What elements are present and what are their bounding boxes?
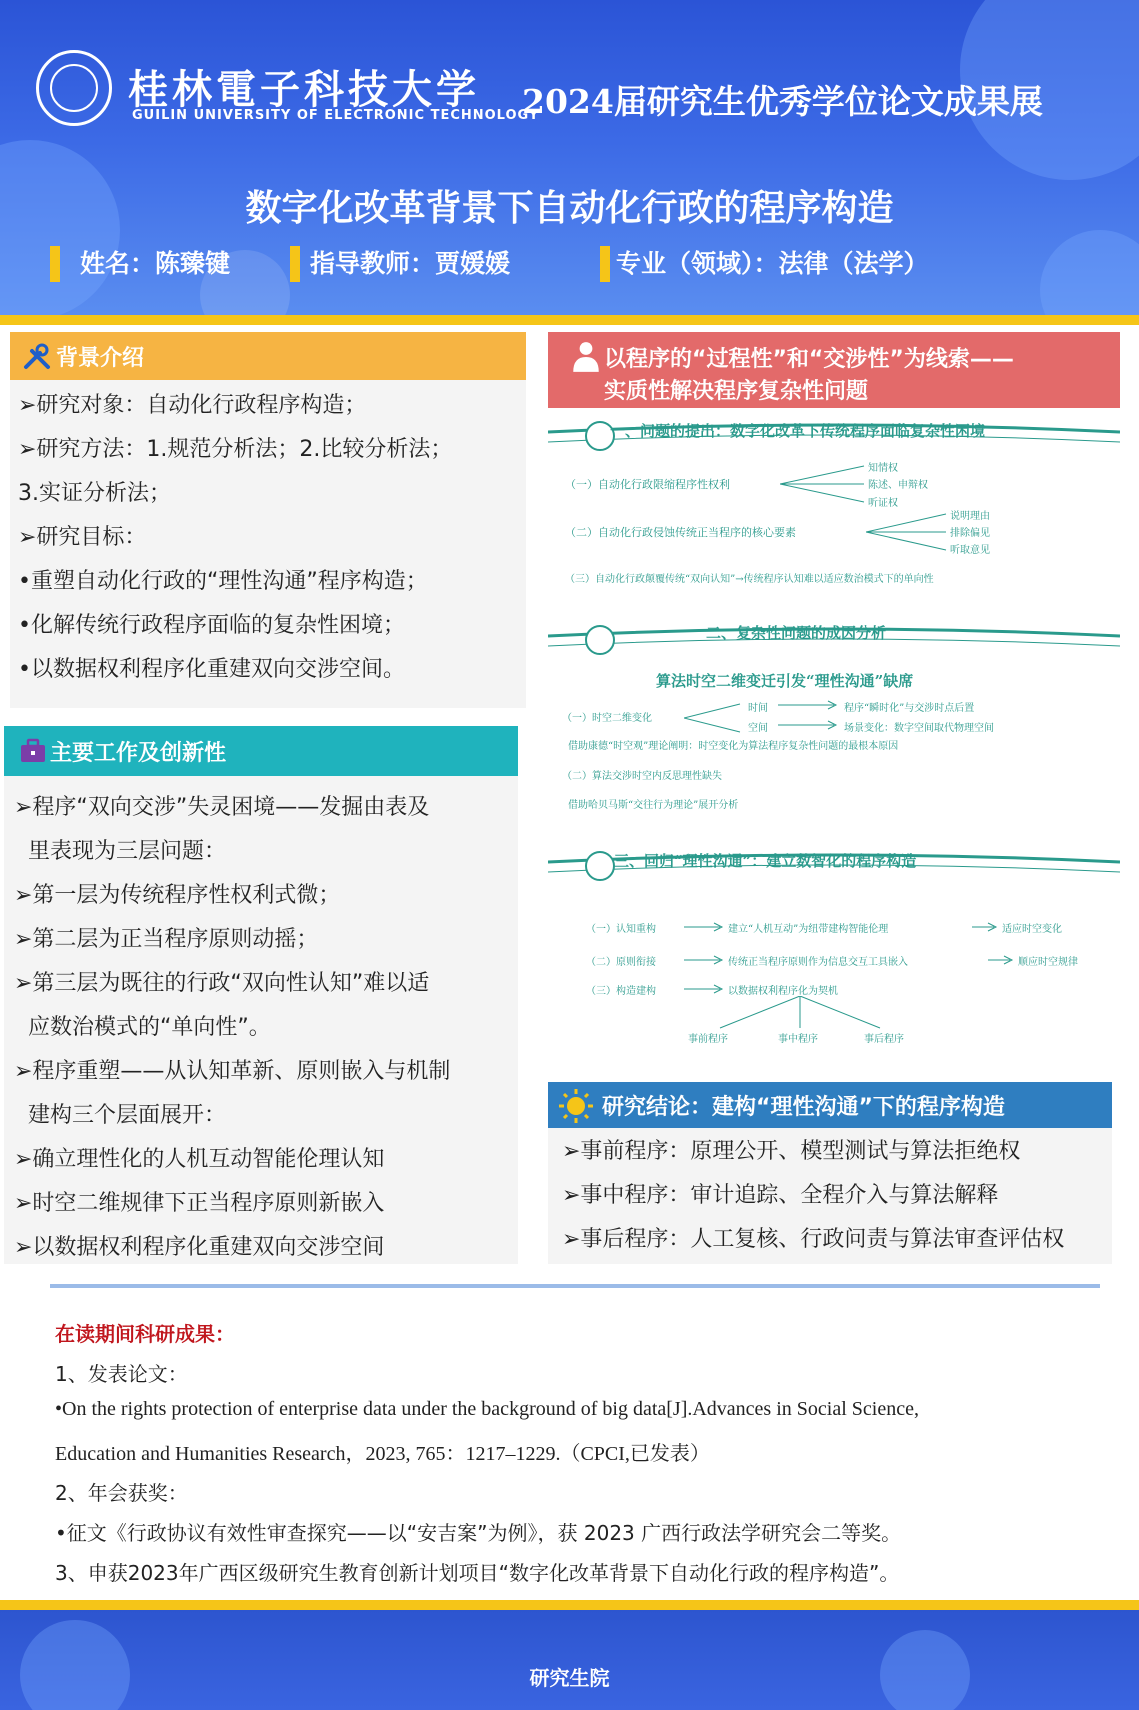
achievement-line: •征文《行政协议有效性审查探究——以“安吉案”为例》，获 2023 广西行政法学研究会二等奖。 (55, 1521, 902, 1545)
main-work-panel (4, 726, 518, 1264)
tools-icon (22, 341, 52, 371)
time-label: 时间 (748, 703, 768, 714)
footer (0, 1610, 1139, 1710)
section-3-row-2-end: 顺应时空规律 (1018, 957, 1078, 968)
tree-leaf: 事后程序 (864, 1034, 904, 1045)
main-work-list (14, 786, 450, 1270)
main-work-header (4, 726, 518, 776)
branch-leaf: 陈述、申辩权 (868, 480, 928, 491)
section-2-row-1: （一）时空二维变化 (562, 713, 652, 724)
arrow-icon (684, 922, 726, 932)
main-work-item: ➢程序重塑——从认知革新、原则嵌入与机制 (14, 1059, 451, 1084)
section-3-row-2-mid: 传统正当程序原则作为信息交互工具嵌入 (728, 957, 908, 968)
arrow-icon (778, 700, 840, 710)
background-item: •化解传统行政程序面临的复杂性困境； (18, 613, 405, 638)
background-item: ➢研究对象：自动化行政程序构造； (18, 393, 367, 418)
section-3-row-3: （三）构造建构 (586, 986, 656, 997)
sun-icon (558, 1088, 594, 1124)
time-effect: 程序“瞬时化”与交涉时点后置 (844, 703, 975, 714)
arrow-icon (988, 955, 1016, 965)
footer-divider (0, 1600, 1139, 1610)
branch-leaf: 说明理由 (950, 511, 990, 522)
main-work-item: 建构三个层面展开： (14, 1103, 226, 1128)
conclusion-header (548, 1082, 1112, 1128)
university-name-cn: 桂林電子科技大学 (128, 66, 480, 113)
branch-leaf: 听取意见 (950, 545, 990, 556)
decor-bubble (1040, 230, 1139, 315)
student-name: 姓名：陈臻键 (80, 249, 231, 278)
achievement-line: Education and Humanities Research，2023, 765：1217–1229.（CPCI,已发表） (55, 1443, 710, 1465)
section-2-row-2: （二）算法交涉时空内反思理性缺失 (562, 771, 722, 782)
section-2-heading: 算法时空二维变迁引发“理性沟通”缺席 (656, 672, 914, 690)
section-1-row-3: （三）自动化行政颠覆传统“双向认知”→传统程序认知难以适应数治模式下的单向性 (565, 574, 934, 585)
conclusion-list (562, 1130, 1064, 1262)
branch-leaf: 知情权 (868, 463, 898, 474)
info-marker (290, 246, 300, 282)
main-work-item: 应数治模式的“单向性”。 (14, 1015, 271, 1040)
conclusion-panel (548, 1082, 1112, 1264)
main-work-item: ➢以数据权利程序化重建双向交涉空间 (14, 1235, 385, 1260)
major: 专业（领域）：法律（法学） (616, 249, 929, 278)
advisor-name: 指导教师：贾媛媛 (310, 249, 511, 278)
process-title-line2: 实质性解决程序复杂性问题 (604, 379, 869, 404)
section-3-title: 三、回归“理性沟通”：建立数智化的程序构造 (614, 852, 917, 870)
section-2-branch (684, 700, 744, 736)
arrow-icon (684, 955, 726, 965)
branch-leaf: 听证权 (868, 498, 898, 509)
conclusion-item: ➢事后程序：人工复核、行政问责与算法审查评估权 (562, 1227, 1065, 1252)
achievement-line: 2、年会获奖： (55, 1481, 188, 1505)
university-name-en: GUILIN UNIVERSITY OF ELECTRONIC TECHNOLOGY (132, 108, 540, 123)
main-work-item: ➢程序“双向交涉”失灵困境——发掘由表及 (14, 795, 430, 820)
exhibition-title: 2024届研究生优秀学位论文成果展 (522, 82, 1043, 121)
branch-leaf: 排除偏见 (950, 528, 990, 539)
process-title-line1: 以程序的“过程性”和“交涉性”为线索—— (604, 347, 1014, 372)
university-logo-inner (50, 64, 98, 112)
process-header (548, 332, 1120, 408)
section-1-branch-1 (780, 462, 870, 506)
section-1-row-2: （二）自动化行政侵蚀传统正当程序的核心要素 (565, 526, 796, 539)
achievement-line: •On the rights protection of enterprise data under the background of big data[J].Advances in Social Science, (55, 1398, 919, 1420)
section-2-note-2: 借助哈贝马斯“交往行为理论”展开分析 (568, 800, 739, 811)
achievements-title: 在读期间科研成果： (55, 1322, 235, 1346)
background-panel (10, 332, 526, 708)
tree-leaf: 事前程序 (688, 1034, 728, 1045)
header-divider (0, 315, 1139, 325)
main-work-item: 里表现为三层问题： (14, 839, 226, 864)
section-2-title: 二、复杂性问题的成因分析 (706, 624, 887, 642)
section-1-branch-2 (866, 510, 950, 554)
section-3-row-2: （二）原则衔接 (586, 957, 656, 968)
header-banner (0, 0, 1139, 315)
section-3-row-1: （一）认知重构 (586, 924, 656, 935)
section-3-row-3-mid: 以数据权利程序化为契机 (728, 986, 838, 997)
briefcase-icon (18, 736, 48, 766)
person-icon (570, 340, 602, 374)
background-item: 3.实证分析法； (18, 481, 171, 506)
background-item: ➢研究方法：1.规范分析法；2.比较分析法； (18, 437, 453, 462)
main-work-item: ➢第一层为传统程序性权利式微； (14, 883, 341, 908)
section-1-title: 一、问题的提出：数字化改革下传统程序面临复杂性困境 (610, 422, 986, 440)
footer-label: 研究生院 (529, 1666, 610, 1690)
main-work-title: 主要工作及创新性 (50, 740, 227, 766)
info-marker (600, 246, 610, 282)
conclusion-item: ➢事中程序：审计追踪、全程介入与算法解释 (562, 1183, 999, 1208)
section-2-note-1: 借助康德“时空观”理论阐明：时空变化为算法程序复杂性问题的最根本原因 (568, 741, 899, 752)
arrow-icon (972, 922, 1000, 932)
main-work-item: ➢第二层为正当程序原则动摇； (14, 927, 319, 952)
tree-leaf: 事中程序 (778, 1034, 818, 1045)
background-item: •以数据权利程序化重建双向交涉空间。 (18, 657, 405, 682)
space-label: 空间 (748, 723, 768, 734)
conclusion-title: 研究结论：建构“理性沟通”下的程序构造 (602, 1094, 1005, 1120)
background-item: •重塑自动化行政的“理性沟通”程序构造； (18, 569, 428, 594)
section-3-row-1-end: 适应时空变化 (1002, 924, 1062, 935)
info-marker (50, 246, 60, 282)
thesis-title: 数字化改革背景下自动化行政的程序构造 (245, 188, 894, 229)
arrow-icon (684, 984, 726, 994)
conclusion-item: ➢事前程序：原理公开、模型测试与算法拒绝权 (562, 1139, 1021, 1164)
main-work-item: ➢时空二维规律下正当程序原则新嵌入 (14, 1191, 385, 1216)
section-3-tree (700, 996, 900, 1032)
achievement-line: 1、发表论文： (55, 1362, 188, 1386)
arrow-icon (778, 720, 840, 730)
section-3-row-1-mid: 建立“人机互动”为纽带建构智能伦理 (728, 924, 889, 935)
section-1-row-1: （一）自动化行政限缩程序性权利 (565, 478, 730, 491)
background-list (18, 384, 452, 692)
achievement-line: 3、申获2023年广西区级研究生教育创新计划项目“数字化改革背景下自动化行政的程序构造”。 (55, 1561, 900, 1585)
background-item: ➢研究目标： (18, 525, 147, 550)
space-effect: 场景变化：数字空间取代物理空间 (844, 723, 994, 734)
main-work-item: ➢第三层为既往的行政“双向性认知”难以适 (14, 971, 430, 996)
background-header (10, 332, 526, 380)
achievements-divider (50, 1284, 1100, 1288)
main-work-item: ➢确立理性化的人机互动智能伦理认知 (14, 1147, 385, 1172)
background-title: 背景介绍 (56, 345, 145, 371)
